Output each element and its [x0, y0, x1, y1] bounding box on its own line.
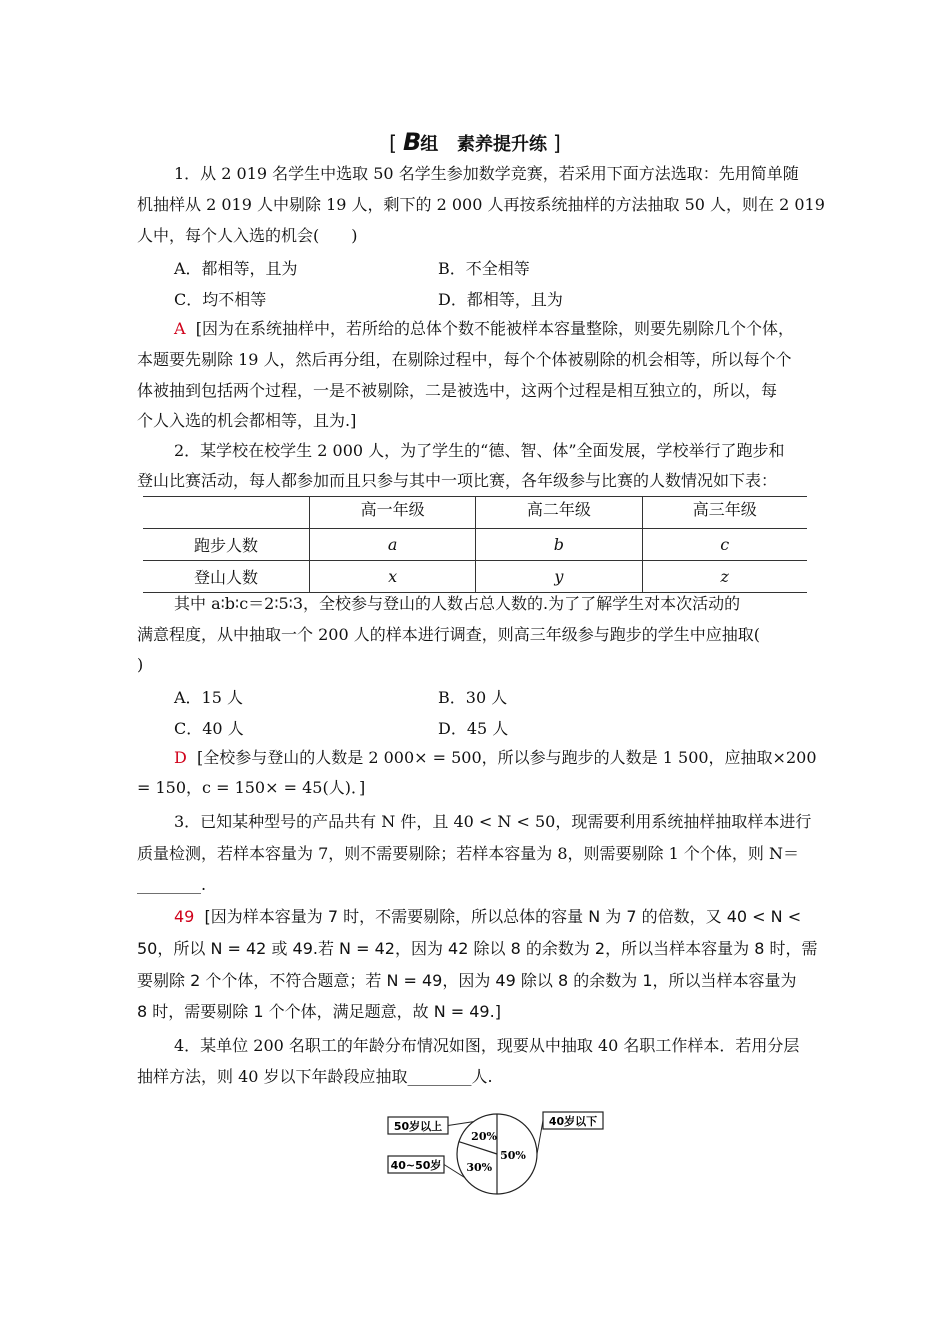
- q2-explanation-line-1: [174, 747, 817, 769]
- q1-explanation-line-4: 个人入选的机会都相等，且为.]: [137, 411, 357, 430]
- table-row: [143, 529, 807, 561]
- table-cell: c: [642, 529, 807, 561]
- q4-line-1: 4．某单位 200 名职工的年龄分布情况如图，现要从中抽取 40 名职工作样本．若用分层: [174, 1036, 800, 1055]
- header-group-letter: B: [402, 128, 421, 156]
- table-cell: 跑步人数: [143, 529, 310, 561]
- q2-line-1: 2．某学校在校学生 2 000 人，为了学生的“德、智、体”全面发展，学校举行了跑步和: [174, 441, 785, 460]
- table-header-cell: [143, 497, 310, 529]
- q2-after-line-2: 满意程度，从中抽取一个 200 人的样本进行调查，则高三年级参与跑步的学生中应抽取(: [137, 625, 760, 644]
- table-cell: 登山人数: [143, 561, 310, 593]
- table-cell: z: [642, 561, 807, 593]
- table-cell: y: [476, 561, 642, 593]
- q2-option-c: C．40 人: [174, 719, 244, 738]
- header-open-bracket: [: [389, 131, 397, 155]
- q2-explanation-text-1: [全校参与登山的人数是 2 000× = 500，所以参与跑步的人数是 1 500，应抽取×200: [197, 748, 817, 767]
- pie-slice-percent-label: 20%: [471, 1130, 497, 1144]
- q3-explanation-line-4: 8 时，需要剔除 1 个个体，满足题意，故 N = 49.]: [137, 1002, 501, 1021]
- q3-explanation-line-3: 要剔除 2 个个体，不符合题意；若 N = 49，因为 49 除以 8 的余数为 1，所以当样本容量为: [137, 971, 797, 990]
- table-header-cell: 高二年级: [476, 497, 642, 529]
- q1-explanation-line-1: [174, 318, 817, 340]
- age-distribution-pie-chart: [385, 1106, 615, 1196]
- table-header-row: [143, 497, 807, 529]
- pie-leader-line: [537, 1121, 543, 1155]
- header-close-bracket: ]: [553, 131, 561, 155]
- q1-option-b: B．不全相等: [438, 259, 530, 278]
- q1-option-a: A．都相等，且为: [174, 259, 298, 278]
- q3-line-3: ________.: [137, 875, 207, 894]
- pie-slice-percent-label: 50%: [500, 1149, 526, 1162]
- q2-after-line-3: ): [137, 655, 144, 674]
- q2-line-2: 登山比赛活动，每人都参加而且只参与其中一项比赛，各年级参与比赛的人数情况如下表：: [137, 471, 778, 490]
- q2-option-a: A．15 人: [174, 688, 244, 707]
- q1-option-d: D．都相等，且为: [438, 290, 563, 309]
- q3-explanation-line-2: 50，所以 N = 42 或 49.若 N = 42，因为 42 除以 8 的余数为 2，所以当样本容量为 8 时，需: [137, 939, 818, 958]
- q1-explanation-line-3: 体被抽到包括两个过程，一是不被剔除，二是被选中，这两个过程是相互独立的，所以，每: [137, 381, 778, 400]
- q3-explanation-line-1: [174, 906, 817, 928]
- q3-explanation-text-1: [因为样本容量为 7 时，不需要剔除，所以总体的容量 N 为 7 的倍数，又 40 < N <: [204, 907, 802, 926]
- q3-line-1: 3．已知某种型号的产品共有 N 件，且 40 < N < 50，现需要利用系统抽样抽取样本进行: [174, 812, 812, 831]
- header-group-word: 组: [420, 134, 439, 155]
- header-title: 素养提升练: [457, 134, 548, 155]
- q1-line-1: 1．从 2 019 名学生中选取 50 名学生参加数学竞赛，若采用下面方法选取：先用简单随: [174, 164, 799, 183]
- q1-option-c: C．均不相等: [174, 290, 267, 309]
- table-cell: x: [310, 561, 476, 593]
- pie-legend-label: 40~50岁: [390, 1159, 442, 1172]
- pie-slice-percent-label: 30%: [466, 1160, 493, 1174]
- q1-line-2: 机抽样从 2 019 人中剔除 19 人，剩下的 2 000 人再按系统抽样的方法抽取 50 人，则在 2 019: [137, 195, 825, 214]
- q2-after-line-1: 其中 a∶b∶c＝2∶5∶3，全校参与登山的人数占总人数的.为了了解学生对本次活动的: [174, 594, 741, 613]
- table-cell: a: [310, 529, 476, 561]
- q1-answer: A: [174, 319, 186, 338]
- table-cell: b: [476, 529, 642, 561]
- q3-answer: 49: [174, 907, 195, 926]
- q2-option-b: B．30 人: [438, 688, 508, 707]
- pie-legend-label: 40岁以下: [548, 1115, 598, 1128]
- q2-option-d: D．45 人: [438, 719, 509, 738]
- table-header-cell: 高一年级: [310, 497, 476, 529]
- q4-line-2: 抽样方法，则 40 岁以下年龄段应抽取________人.: [137, 1067, 493, 1086]
- pie-legend-label: 50岁以上: [393, 1120, 443, 1133]
- section-header: [0, 128, 950, 156]
- q2-explanation-line-2: = 150，c = 150× = 45(人)．]: [137, 778, 366, 797]
- q3-line-2: 质量检测，若样本容量为 7，则不需要剔除；若样本容量为 8，则需要剔除 1 个个体，则 N＝: [137, 844, 799, 863]
- table-row: [143, 561, 807, 593]
- q1-explanation-line-2: 本题要先剔除 19 人，然后再分组，在剔除过程中，每个个体被剔除的机会相等，所以每个个: [137, 350, 792, 369]
- q1-explanation-text-1: [因为在系统抽样中，若所给的总体个数不能被样本容量整除，则要先剔除几个个体，: [195, 319, 794, 338]
- table-header-cell: 高三年级: [642, 497, 807, 529]
- q1-line-3: 人中，每个人入选的机会( ): [137, 226, 358, 245]
- q2-answer: D: [174, 748, 187, 767]
- participation-table: [143, 496, 807, 593]
